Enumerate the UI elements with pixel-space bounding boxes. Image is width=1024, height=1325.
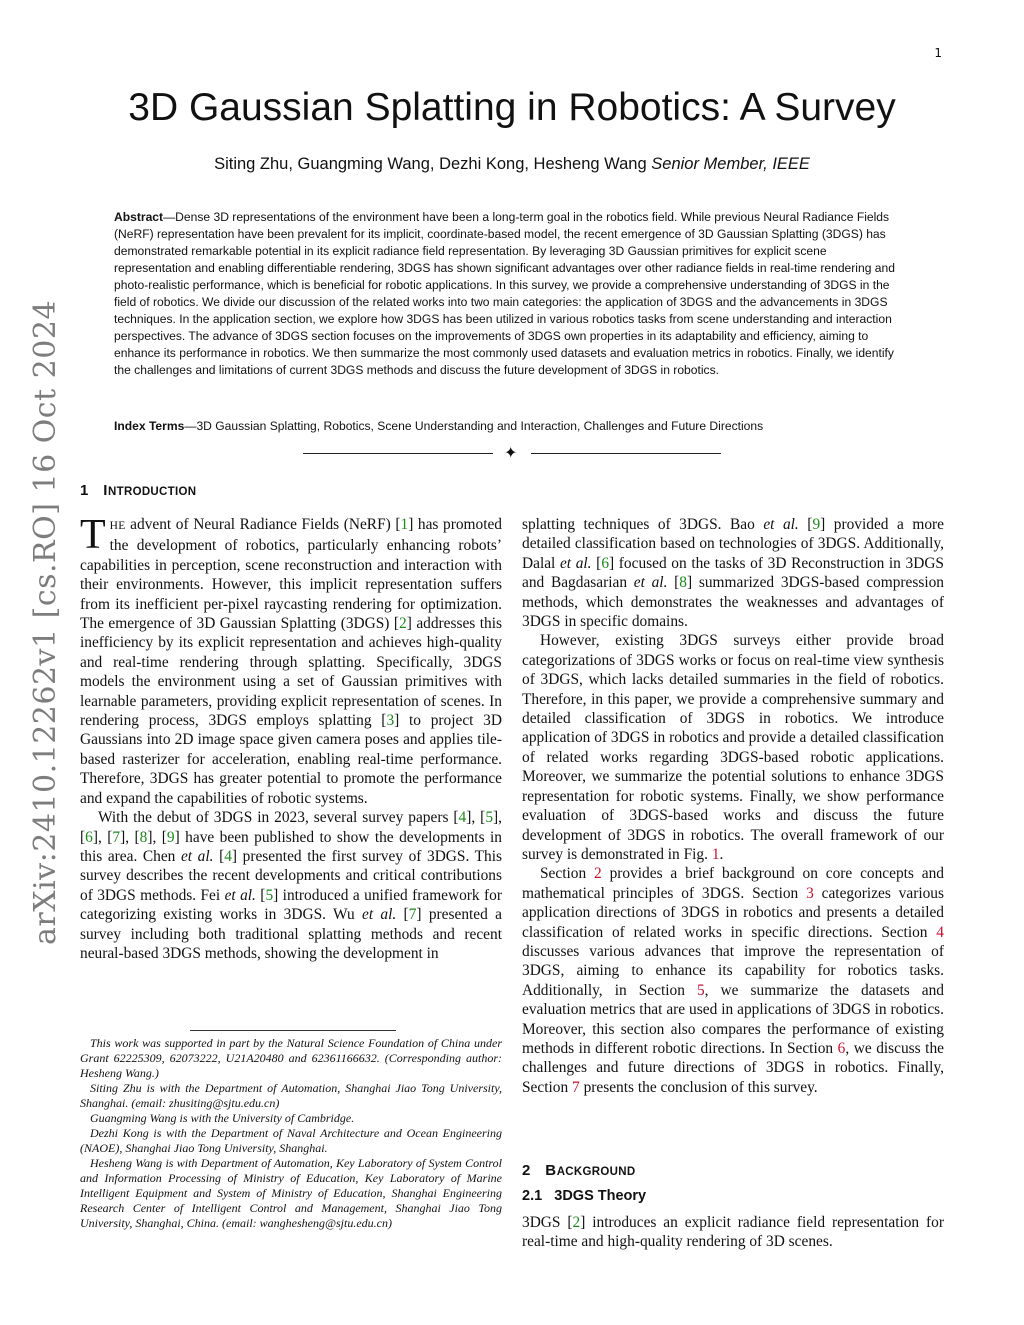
index-terms — [114, 418, 906, 435]
page-number: 1 — [934, 46, 942, 60]
section-link[interactable]: 7 — [572, 1078, 580, 1096]
divider-diamond-icon: ✦ — [504, 443, 518, 462]
citation-link[interactable]: 4 — [458, 809, 467, 827]
footnote-rule — [190, 1030, 396, 1031]
divider-left — [303, 453, 493, 454]
intro-paragraph-4: However, existing 3DGS surveys either provide broad categorizations of 3DGS works or focus on real-time view synthesis of 3DGS, which lacks detailed summaries in the field of robotics. Therefore, in this paper, we provide a comprehensive summary and detailed classification of 3DGS in robotics. We introduce application of 3DGS in robotics and provide a detailed classification of related works regarding 3DGS-based robotic applications. Moreover, we summarize the potential solutions to enhance 3DGS representation for robotic systems. Finally, we show performance evaluation of 3DGS-based works and discuss the future development of 3DGS in robotics. The overall framework of our survey is demonstrated in Fig. 1. — [522, 632, 944, 863]
divider-right — [531, 453, 721, 454]
author-names: Siting Zhu, Guangming Wang, Dezhi Kong, Hesheng Wang — [214, 155, 647, 173]
section-link[interactable]: 6 — [837, 1039, 846, 1057]
citation-link[interactable]: 5 — [265, 886, 274, 904]
intro-paragraph-3: splatting techniques of 3DGS. Bao et al. [9] provided a more detailed classification based on technologies of 3DGS. Additionally, Dalal et al. [6] focused on the tasks of 3D Reconstruction in 3DGS and Bagdasarian et al. [8] summarized 3DGS-based compression methods, which demonstrates the weaknesses and advantages of 3DGS in specific domains. — [522, 516, 944, 631]
paper-title: 3D Gaussian Splatting in Robotics: A Survey — [128, 86, 896, 129]
index-terms-text: —3D Gaussian Splatting, Robotics, Scene Understanding and Interaction, Challenges and Future Directions — [184, 419, 764, 433]
section-heading-background: 2 BACKGROUND — [522, 1162, 636, 1179]
citation-link[interactable]: 7 — [112, 828, 121, 846]
abstract-text: —Dense 3D representations of the environment have been a long-term goal in the robotics field. While previous Neural Radiance Fields (NeRF) representation have been prevalent for its implicit, coordinate-based model, the recent emergence of 3D Gaussian Splatting (3DGS) has demonstrated remarkable potential in its explicit radiance field representation. By leveraging 3D Gaussian primitives for explicit scene representation and enabling differentiable rendering, 3DGS has shown significant advantages over other radiance fields in real-time rendering and photo-realistic performance, which is beneficial for robotic applications. In this survey, we provide a comprehensive understanding of 3DGS in the field of robotics. We divide our discussion of the related works into two main categories: the application of 3DGS and the advancements in 3DGS techniques. In the application section, we explore how 3DGS has been utilized in various robotics tasks from scene understanding and interaction perspectives. The advance of 3DGS section focuses on the improvements of 3DGS own properties in its adaptability and efficiency, aiming to enhance its performance in robotics. We then summarize the most commonly used datasets and evaluation metrics in robotics. Finally, we identify the challenges and limitations of current 3DGS methods and discuss the future development of 3DGS in robotics. — [114, 210, 895, 377]
section-heading-introduction: 1 INTRODUCTION — [80, 482, 197, 499]
arxiv-stamp: arXiv:2410.12262v1 [cs.RO] 16 Oct 2024 — [28, 299, 63, 945]
right-column — [522, 515, 944, 1097]
citation-link[interactable]: 2 — [399, 615, 407, 633]
footnotes — [80, 1036, 502, 1231]
index-terms-label: Index Terms — [114, 419, 185, 433]
section-link[interactable]: 5 — [696, 981, 705, 999]
section-link[interactable]: 2 — [594, 865, 602, 883]
citation-link[interactable]: 6 — [601, 554, 610, 572]
intro-paragraph-1: T HE advent of Neural Radiance Fields (NeRF) [1] has promoted the development of robotics, particularly enhancing robots’ capabilities in perception, scene reconstruction and interaction with their environments. However, this implicit representation suffers from its inefficient per-pixel raycasting rendering for optimization. The emergence of 3D Gaussian Splatting (3DGS) [2] addresses this inefficiency by its explicit representation and achieves high-quality and real-time rendering through splatting. Specifically, 3DGS models the environment using a set of Gaussian primitives with learnable parameters, providing explicit representation of scenes. In rendering process, 3DGS employs splatting [3] to project 3D Gaussians into 2D image space given camera poses and applies tile-based rasterizer for acceleration, enabling real-time performance. Therefore, 3DGS has greater potential to promote the performance and expand the capabilities of robotic systems. — [80, 512, 502, 807]
author-membership: Senior Member, IEEE — [651, 155, 810, 173]
footnote: Guangming Wang is with the University of Cambridge. — [90, 1111, 355, 1125]
citation-link[interactable]: 8 — [139, 828, 148, 846]
footnote: Dezhi Kong is with the Department of Naval Architecture and Ocean Engineering (NAOE), Shanghai Jiao Tong University, Shanghai. — [80, 1126, 502, 1155]
author-line — [0, 155, 1024, 174]
citation-link[interactable]: 7 — [408, 906, 417, 924]
abstract — [114, 209, 906, 379]
footnote: Hesheng Wang is with Department of Automation, Key Laboratory of System Control and Information Processing of Ministry of Education, Key Laboratory of Marine Intelligent Equipment and System of Ministry of Education, Shanghai Engineering Research Center of Intelligent Control and Management, Shanghai Jiao Tong University, Shanghai, China. (email: wanghesheng@sjtu.edu.cn) — [80, 1156, 502, 1230]
left-column — [80, 512, 502, 963]
abstract-label: Abstract — [114, 210, 164, 224]
citation-link[interactable]: 1 — [400, 516, 409, 533]
intro-paragraph-5: Section 2 provides a brief background on core concepts and mathematical principles of 3DGS. Section 3 categorizes various application directions of 3DGS in robotics and presents a detailed classification of related works in specific directions. Section 4 discusses various advances that improve the representation of 3DGS, aiming to enhance its capability for robotics tasks. Additionally, in Section 5, we summarize the datasets and evaluation metrics that are used in applications of 3DGS in robotics. Moreover, this section also compares the performance of existing methods in different robotic directions. In Section 6, we discuss the challenges and future directions of 3DGS in robotics. Finally, Section 7 presents the conclusion of this survey. — [522, 865, 944, 1096]
citation-link[interactable]: 9 — [166, 828, 175, 846]
citation-link[interactable]: 4 — [224, 847, 232, 865]
citation-link[interactable]: 9 — [812, 516, 821, 533]
citation-link[interactable]: 6 — [85, 828, 93, 846]
intro-paragraph-2: With the debut of 3DGS in 2023, several survey papers [4], [5], [6], [7], [8], [9] have been published to show the developments in this area. Chen et al. [4] presented the first survey of 3DGS. This survey describes the recent developments and critical contributions of 3DGS methods. Fei et al. [5] introduced a unified framework for categorizing existing works in 3DGS. Wu et al. [7] presented a survey including both traditional splatting methods and recent neural-based 3DGS methods, showing the development in — [80, 809, 502, 962]
subsection-heading-3dgs-theory: 2.1 3DGS Theory — [522, 1188, 647, 1204]
dropcap: T — [80, 512, 106, 558]
background-paragraph: 3DGS [2] introduces an explicit radiance field representation for real-time and high-quality rendering of 3D scenes. — [522, 1214, 944, 1251]
footnote: This work was supported in part by the Natural Science Foundation of China under Grant 62225309, 62073222, U21A20480 and 62361166632. (Corresponding author: Hesheng Wang.) — [80, 1036, 502, 1080]
footnote: Siting Zhu is with the Department of Automation, Shanghai Jiao Tong University, Shanghai. (email: zhusiting@sjtu.edu.cn) — [80, 1081, 502, 1110]
section-link[interactable]: 3 — [806, 884, 814, 902]
section-link[interactable]: 4 — [936, 923, 944, 941]
citation-link[interactable]: 3 — [386, 712, 395, 730]
figure-link[interactable]: 1 — [711, 845, 720, 863]
citation-link[interactable]: 8 — [679, 574, 687, 592]
citation-link[interactable]: 5 — [485, 809, 494, 827]
citation-link[interactable]: 2 — [572, 1214, 581, 1231]
